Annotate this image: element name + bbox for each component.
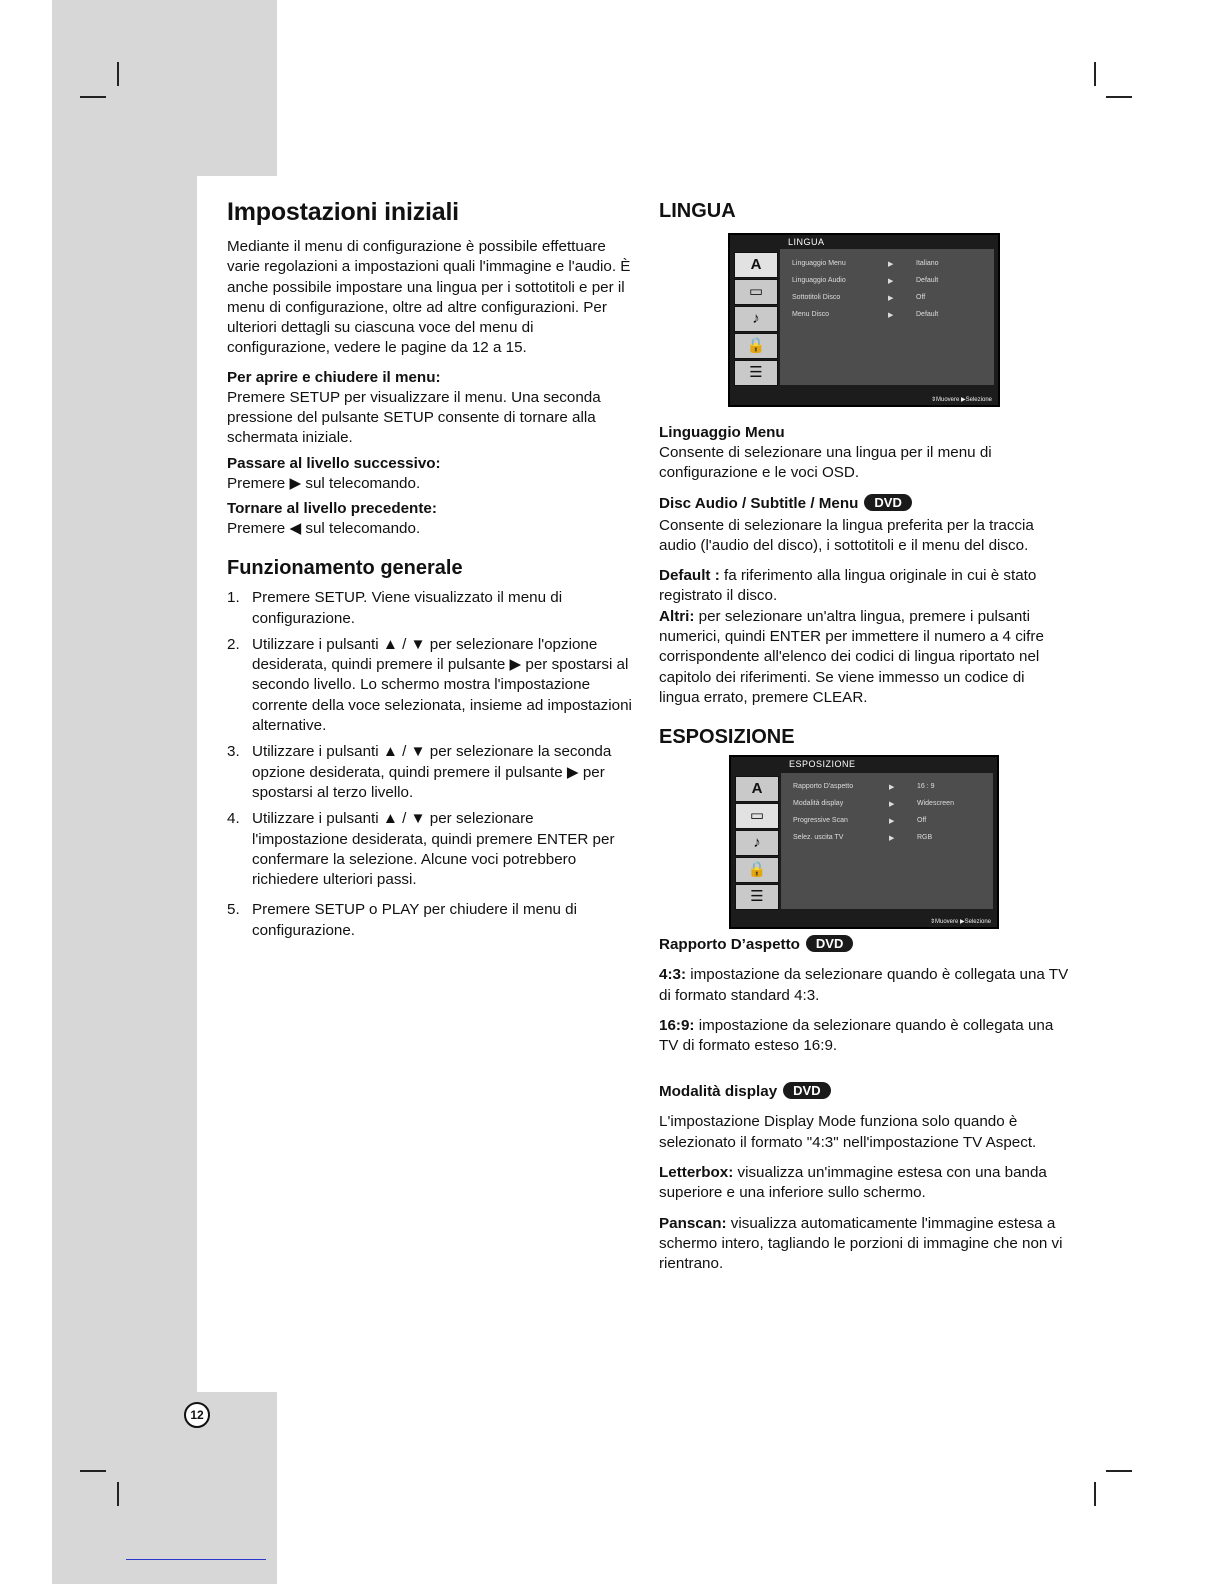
letterbox-paragraph: Letterbox: visualizza un'immagine estesa con una banda superiore e una inferiore sullo schermo. <box>659 1164 1047 1202</box>
page-margin-band-bottom <box>197 1392 277 1584</box>
other-icon: ☰ <box>734 360 778 386</box>
general-operation-title: Funzionamento generale <box>227 557 463 580</box>
lingua-osd-screen <box>728 233 1000 407</box>
language-icon: A <box>734 252 778 278</box>
list-item: 5. Premere SETUP o PLAY per chiudere il menu di configurazione. <box>227 901 578 939</box>
crop-mark <box>1106 96 1132 98</box>
lingua-title: LINGUA <box>659 200 736 222</box>
lock-icon: 🔒 <box>735 857 779 883</box>
crop-mark <box>1094 62 1096 86</box>
osd-row: Modalità display ▶ Widescreen <box>793 800 954 809</box>
next-level-heading: Passare al livello successivo: <box>227 454 441 472</box>
page-title: Impostazioni iniziali <box>227 198 459 226</box>
next-level-text: Premere ▶ sul telecomando. <box>227 474 421 492</box>
aspect-169-paragraph: 16:9: impostazione da selezionare quando è collegata una TV di formato esteso 16:9. <box>659 1016 1054 1055</box>
open-close-text: Premere SETUP per visualizzare il menu. Una seconda pressione del pulsante SETUP consente di tornare alla schermata iniziale. <box>227 388 601 447</box>
osd-title: LINGUA <box>788 237 825 247</box>
lock-icon: 🔒 <box>734 333 778 359</box>
display-icon: ▭ <box>735 803 779 829</box>
display-mode-heading: Modalità display DVD <box>659 1082 1069 1102</box>
osd-row: Linguaggio Menu ▶ Italiano <box>792 260 939 268</box>
crop-mark <box>1094 1482 1096 1506</box>
list-item: 2. Utilizzare i pulsanti ▲ / ▼ per selezionare l'opzione desiderata, quindi premere il pulsante ▶ per spostarsi al secondo livello. Lo schermo mostra l'impostazione corrente della voce selezionata, insieme ad impostazioni alternative. <box>227 635 632 735</box>
list-item: 1. Premere SETUP. Viene visualizzato il menu di configurazione. <box>227 589 563 627</box>
panscan-paragraph: Panscan: visualizza automaticamente l'immagine estesa a schermo intero, tagliando le porzioni di immagine che non vi rientrano. <box>659 1214 1063 1273</box>
audio-icon: ♪ <box>735 830 779 856</box>
esposizione-osd-screen <box>729 755 999 929</box>
crop-mark <box>117 62 119 86</box>
disc-audio-text: Consente di selezionare la lingua preferita per la traccia audio (l'audio del disco), i sottotitoli e il menu del disco. <box>659 516 1034 554</box>
osd-row: Rapporto D'aspetto ▶ 16 : 9 <box>793 783 935 792</box>
prev-level-heading: Tornare al livello precedente: <box>227 499 437 517</box>
osd-row: Sottotitoli Disco ▶ Off <box>792 294 926 302</box>
osd-panel <box>781 773 993 909</box>
other-icon: ☰ <box>735 884 779 910</box>
aspect-43-paragraph: 4:3: impostazione da selezionare quando è collegata una TV di formato standard 4:3. <box>659 966 1069 1004</box>
page-margin-band-top <box>197 0 277 176</box>
crop-mark <box>80 96 106 98</box>
osd-row: Linguaggio Audio ▶ Default <box>792 277 939 285</box>
osd-row: Menu Disco ▶ Default <box>792 311 939 319</box>
steps-list <box>227 588 632 941</box>
crop-mark <box>117 1482 119 1506</box>
list-item: 3. Utilizzare i pulsanti ▲ / ▼ per selezionare la seconda opzione desiderata, quindi premere il pulsante ▶ per spostarsi al terzo livello. <box>227 743 612 801</box>
dvd-badge: DVD <box>806 935 853 952</box>
bottom-link-underline <box>126 1559 266 1560</box>
prev-level-text: Premere ◀ sul telecomando. <box>227 519 421 537</box>
open-close-heading: Per aprire e chiudere il menu: <box>227 368 441 386</box>
display-mode-text: L'impostazione Display Mode funziona solo quando è selezionato il formato "4:3" nell'impostazione TV Aspect. <box>659 1113 1037 1151</box>
crop-mark <box>80 1470 106 1472</box>
osd-row: Selez. uscita TV ▶ RGB <box>793 834 933 843</box>
audio-icon: ♪ <box>734 306 778 332</box>
altri-paragraph: Altri: per selezionare un'altra lingua, premere i pulsanti numerici, quindi ENTER per immettere il numero a 4 cifre corrispondente all'elenco dei codici di lingua riportato nel capitolo dei riferimenti. Se viene immesso un codice di lingua errato, premere CLEAR. <box>659 607 1044 706</box>
osd-footer: ⇕Muovere ▶Selezione <box>929 919 991 926</box>
esposizione-title: ESPOSIZIONE <box>659 726 795 749</box>
crop-mark <box>1106 1470 1132 1472</box>
page-number: 12 <box>184 1402 210 1428</box>
page-margin-band-left <box>52 0 197 1584</box>
osd-row: Progressive Scan ▶ Off <box>793 817 927 826</box>
aspect-ratio-heading: Rapporto D’aspetto DVD <box>659 935 1069 955</box>
intro-paragraph: Mediante il menu di configurazione è possibile effettuare varie regolazioni a impostazioni quali l'immagine e l'audio. È anche possibile impostare una lingua per i sottotitoli e per il menu di configurazione, oltre ad altre configurazioni. Per ulteriori dettagli su ciascuna voce del menu di configurazione, vedere le pagine da 12 a 15. <box>227 238 631 357</box>
language-icon: A <box>735 776 779 802</box>
right-column <box>659 200 1069 1275</box>
dvd-badge: DVD <box>783 1082 830 1099</box>
linguaggio-menu-text: Consente di selezionare una lingua per il menu di configurazione e le voci OSD. <box>659 444 992 482</box>
left-column <box>227 198 632 947</box>
linguaggio-menu-heading: Linguaggio Menu <box>659 424 785 441</box>
dvd-badge: DVD <box>864 494 911 511</box>
osd-footer: ⇕Muovere ▶Selezione <box>930 397 992 403</box>
osd-title: ESPOSIZIONE <box>789 759 856 770</box>
display-icon: ▭ <box>734 279 778 305</box>
list-item: 4. Utilizzare i pulsanti ▲ / ▼ per selezionare l'impostazione desiderata, quindi premere ENTER per confermare la selezione. Alcune voci potrebbero richiedere ulteriori passi. <box>227 810 615 889</box>
disc-audio-heading: Disc Audio / Subtitle / Menu DVD <box>659 494 1069 514</box>
default-paragraph: Default : fa riferimento alla lingua originale in cui è stato registrato il disco. <box>659 567 1037 605</box>
